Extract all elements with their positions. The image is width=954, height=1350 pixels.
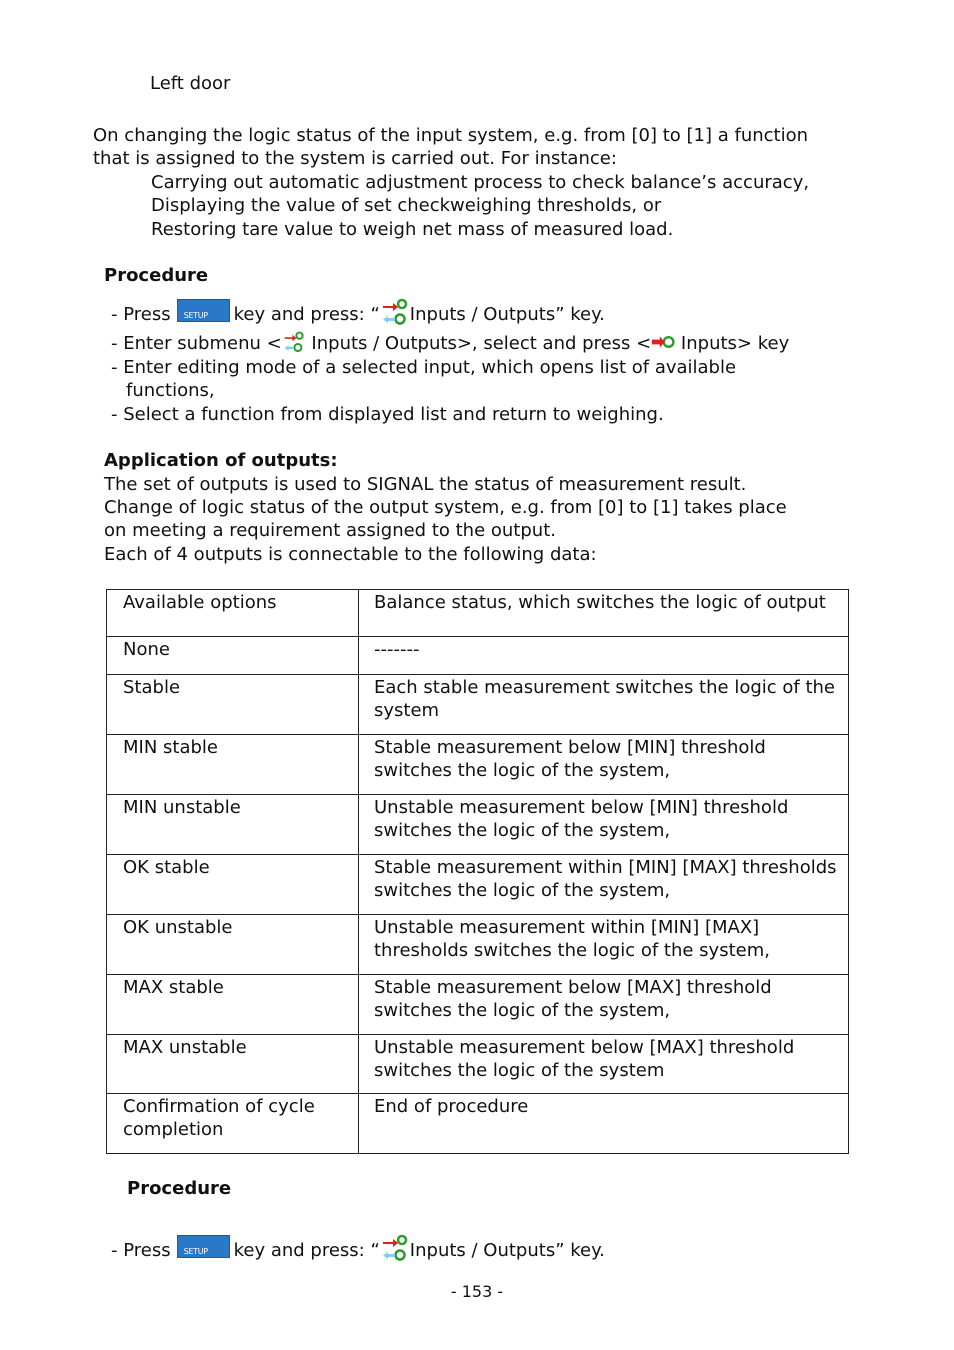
description-cell: Stable measurement within [MIN] [MAX] thresholds switches the logic of the system, xyxy=(359,855,849,915)
inputs-icon xyxy=(651,331,675,353)
inputs-outputs-icon xyxy=(282,331,306,353)
step-text: key and press: “ xyxy=(233,304,380,325)
output-options-table xyxy=(106,589,849,1154)
description-cell: Unstable measurement within [MIN] [MAX] thresholds switches the logic of the system, xyxy=(359,915,849,975)
option-cell: MIN stable xyxy=(107,735,359,795)
table-row xyxy=(107,735,849,795)
example-item-2: Displaying the value of set checkweighing thresholds, or xyxy=(151,195,662,216)
description-cell: Unstable measurement below [MIN] threshold switches the logic of the system, xyxy=(359,795,849,855)
step-text: - Press xyxy=(111,1240,171,1261)
table-row xyxy=(107,637,849,675)
procedure-heading-2: Procedure xyxy=(127,1178,232,1199)
outputs-heading: Application of outputs: xyxy=(104,450,338,471)
example-item-1: Carrying out automatic adjustment process to check balance’s accuracy, xyxy=(151,172,810,193)
step-text: - Enter submenu < xyxy=(111,333,282,354)
table-row xyxy=(107,1094,849,1154)
inputs-outputs-icon xyxy=(380,1234,410,1262)
option-cell: OK unstable xyxy=(107,915,359,975)
option-cell: MAX stable xyxy=(107,975,359,1035)
description-cell: Stable measurement below [MAX] threshold switches the logic of the system, xyxy=(359,975,849,1035)
procedure2-step-1 xyxy=(111,1234,605,1262)
option-cell: Stable xyxy=(107,675,359,735)
procedure-heading-1: Procedure xyxy=(104,265,209,286)
step-text: Inputs> key xyxy=(675,333,790,354)
step-text: key and press: “ xyxy=(233,1240,380,1261)
table-row xyxy=(107,915,849,975)
step-text: - Press xyxy=(111,304,171,325)
description-cell: Balance status, which switches the logic of output xyxy=(359,590,849,637)
outputs-line-2: Change of logic status of the output system, e.g. from [0] to [1] takes place xyxy=(104,497,787,518)
procedure1-step-2 xyxy=(111,331,789,355)
option-cell: Confirmation of cycle completion xyxy=(107,1094,359,1154)
table-row xyxy=(107,590,849,637)
setup-key-icon xyxy=(177,299,230,322)
step-text: Inputs / Outputs” key. xyxy=(409,1240,605,1261)
step-text: Inputs / Outputs” key. xyxy=(409,304,605,325)
description-cell: End of procedure xyxy=(359,1094,849,1154)
table-row xyxy=(107,675,849,735)
description-cell: ------- xyxy=(359,637,849,675)
option-cell: MIN unstable xyxy=(107,795,359,855)
table-row xyxy=(107,1035,849,1094)
description-cell: Each stable measurement switches the logic of the system xyxy=(359,675,849,735)
procedure1-step-3-line-1: - Enter editing mode of a selected input, which opens list of available xyxy=(111,357,737,378)
intro-paragraph-line-1: On changing the logic status of the input system, e.g. from [0] to [1] a function xyxy=(93,125,809,146)
procedure1-step-4: - Select a function from displayed list and return to weighing. xyxy=(111,404,664,425)
description-cell: Stable measurement below [MIN] threshold switches the logic of the system, xyxy=(359,735,849,795)
setup-key-icon xyxy=(177,1235,230,1258)
outputs-line-3: on meeting a requirement assigned to the output. xyxy=(104,520,556,541)
option-cell: Available options xyxy=(107,590,359,637)
procedure1-step-3-line-2: functions, xyxy=(126,380,215,401)
page-number: - 153 - xyxy=(450,1282,504,1301)
left-door-text: Left door xyxy=(150,73,231,94)
table-row xyxy=(107,975,849,1035)
setup-key-label: SETUP xyxy=(183,311,208,320)
example-item-3: Restoring tare value to weigh net mass of measured load. xyxy=(151,219,674,240)
step-text: Inputs / Outputs>, select and press < xyxy=(305,333,652,354)
procedure1-step-1 xyxy=(111,298,605,326)
description-cell: Unstable measurement below [MAX] threshold switches the logic of the system xyxy=(359,1035,849,1094)
option-cell: None xyxy=(107,637,359,675)
outputs-line-4: Each of 4 outputs is connectable to the following data: xyxy=(104,544,597,565)
inputs-outputs-icon xyxy=(380,298,410,326)
table-row xyxy=(107,795,849,855)
option-cell: OK stable xyxy=(107,855,359,915)
option-cell: MAX unstable xyxy=(107,1035,359,1094)
outputs-line-1: The set of outputs is used to SIGNAL the status of measurement result. xyxy=(104,474,747,495)
table-row xyxy=(107,855,849,915)
intro-paragraph-line-2: that is assigned to the system is carried out. For instance: xyxy=(93,148,617,169)
setup-key-label: SETUP xyxy=(183,1247,208,1256)
